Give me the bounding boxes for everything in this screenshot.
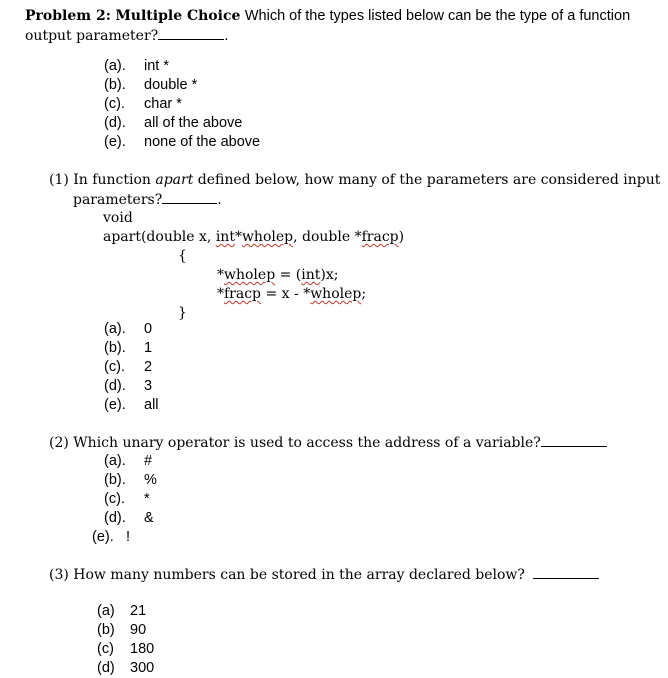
option-c: [104, 95, 182, 114]
q1-period: .: [217, 192, 222, 208]
problem-number: Problem 2: [25, 8, 106, 24]
code-text: = x - *: [261, 286, 311, 302]
code-text: apart(double x,: [103, 229, 212, 245]
option-label: (c).: [104, 96, 125, 112]
option-text: 0: [144, 321, 153, 337]
option-a: [104, 320, 152, 339]
option-text: 3: [144, 378, 153, 394]
option-label: (a).: [104, 453, 126, 469]
code-text: int: [301, 267, 321, 283]
q2-text: (2) Which unary operator is used to access the address of a variable?: [49, 435, 541, 451]
problem-question-line1: Which of the types listed below can be the type of a function: [244, 8, 631, 24]
q1-text-line2: [73, 190, 222, 210]
option-label: (a): [97, 603, 115, 619]
q1-text-line1: [49, 171, 660, 190]
code-close-brace: }: [178, 305, 187, 321]
option-label: (c).: [104, 359, 125, 375]
option-text: 300: [130, 660, 155, 676]
option-b: [97, 621, 146, 640]
option-text: !: [126, 529, 131, 545]
option-text: 2: [144, 359, 153, 375]
option-text: %: [144, 472, 157, 488]
option-label: (d).: [104, 378, 126, 394]
option-label: (b).: [104, 472, 126, 488]
option-text: all of the above: [144, 115, 243, 131]
option-label: (b).: [104, 340, 126, 356]
code-line2: [217, 285, 366, 304]
answer-blank[interactable]: [541, 433, 607, 447]
option-label: (e).: [104, 134, 126, 150]
option-text: none of the above: [144, 134, 261, 150]
code-text: fracp: [361, 229, 399, 245]
code-text: wholep: [224, 267, 276, 283]
option-label: (c): [97, 641, 114, 657]
option-label: (d).: [104, 115, 126, 131]
problem-heading: [25, 7, 630, 26]
option-text: 1: [144, 340, 153, 356]
code-text: fracp: [224, 286, 262, 302]
code-text: , double *: [293, 229, 362, 245]
answer-blank[interactable]: [533, 565, 599, 579]
option-d: [104, 114, 242, 133]
option-a: [104, 452, 152, 471]
problem-question-line2-row: [25, 26, 229, 46]
q3-text: (3) How many numbers can be stored in the array declared below?: [49, 567, 525, 583]
code-text: ;: [361, 286, 367, 302]
q3-text-row: [49, 565, 599, 585]
q1-prefix: (1) In function: [49, 172, 151, 188]
problem-period: .: [224, 28, 229, 44]
option-label: (d).: [104, 510, 126, 526]
option-label: (a).: [104, 58, 126, 74]
code-text: *: [234, 229, 242, 245]
option-d: [104, 509, 154, 528]
answer-blank[interactable]: [158, 26, 224, 40]
code-text: wholep: [241, 229, 294, 245]
q2-text-row: [49, 433, 607, 453]
option-a: [104, 57, 169, 76]
option-text: char *: [144, 96, 182, 112]
option-label: (b).: [104, 77, 126, 93]
q1-line2: parameters?: [73, 192, 163, 208]
code-text: = (: [275, 267, 302, 283]
q1-function-name: apart: [155, 172, 194, 188]
code-void: void: [103, 210, 133, 226]
option-label: (c).: [104, 491, 125, 507]
problem-colon: :: [105, 8, 111, 24]
code-text: ): [398, 229, 405, 245]
option-label: (e).: [104, 397, 126, 413]
option-label: (a).: [104, 321, 126, 337]
option-label: (d): [97, 660, 115, 676]
code-open-brace: {: [178, 248, 187, 264]
code-text: wholep: [310, 286, 362, 302]
option-text: double *: [144, 77, 198, 93]
option-c: [97, 640, 154, 659]
option-text: &: [144, 510, 154, 526]
code-text: )x;: [320, 267, 339, 283]
option-b: [104, 339, 152, 358]
code-line1: [217, 266, 338, 285]
code-text: int: [215, 229, 235, 245]
option-e: [104, 133, 260, 152]
option-text: *: [144, 491, 150, 507]
answer-blank[interactable]: [162, 190, 217, 204]
option-b: [104, 76, 197, 95]
option-c: [104, 490, 150, 509]
code-text: *: [217, 267, 224, 283]
option-text: all: [144, 397, 159, 413]
option-d: [104, 377, 152, 396]
code-signature: [103, 228, 404, 247]
option-b: [104, 471, 157, 490]
option-text: 180: [130, 641, 155, 657]
problem-question-line2: output parameter?: [25, 28, 159, 44]
problem-type: Multiple Choice: [115, 8, 241, 24]
code-text: *: [217, 286, 224, 302]
option-e: [104, 396, 159, 415]
option-a: [97, 602, 146, 621]
option-c: [104, 358, 152, 377]
option-text: #: [144, 453, 153, 469]
option-text: 90: [130, 622, 147, 638]
option-text: 21: [130, 603, 147, 619]
q1-suffix: defined below, how many of the parameters are considered input: [197, 172, 661, 188]
option-text: int *: [144, 58, 169, 74]
option-label: (b): [97, 622, 115, 638]
option-label: (e).: [92, 529, 114, 545]
option-d: [97, 659, 154, 678]
option-e: [92, 528, 130, 547]
